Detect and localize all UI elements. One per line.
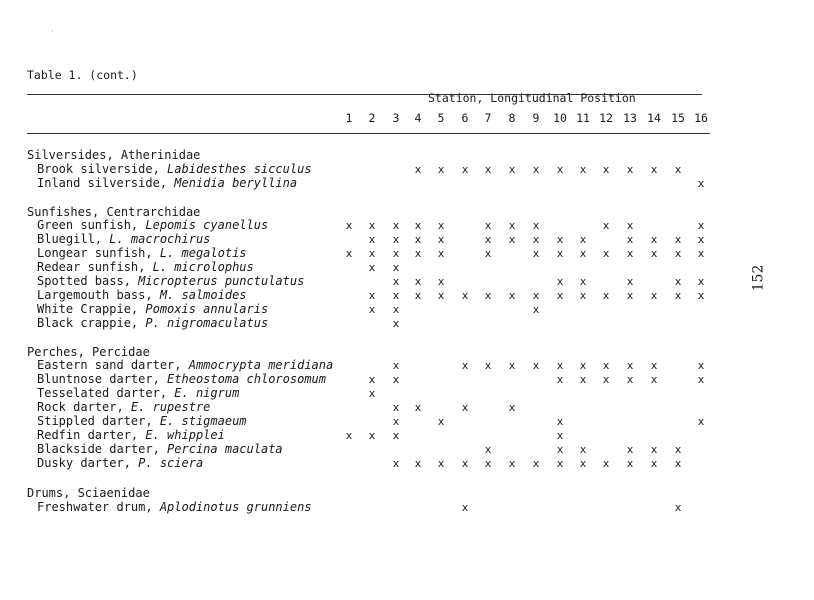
species-scientific-name: L. macrochirus bbox=[109, 232, 211, 246]
presence-mark-station-8: x bbox=[508, 233, 516, 246]
family-heading: Silversides, Atherinidae bbox=[27, 148, 201, 162]
species-scientific-name: Lepomis cyanellus bbox=[145, 218, 269, 232]
presence-mark-station-7: x bbox=[484, 233, 492, 246]
station-number-7: 7 bbox=[484, 111, 492, 125]
presence-mark-station-8: x bbox=[508, 289, 516, 302]
presence-mark-station-14: x bbox=[650, 163, 658, 176]
presence-mark-station-14: x bbox=[650, 457, 658, 470]
presence-mark-station-4: x bbox=[414, 275, 422, 288]
presence-mark-station-9: x bbox=[532, 233, 540, 246]
presence-mark-station-13: x bbox=[626, 233, 634, 246]
presence-mark-station-11: x bbox=[579, 457, 587, 470]
presence-mark-station-4: x bbox=[414, 219, 422, 232]
presence-mark-station-7: x bbox=[484, 163, 492, 176]
station-number-1: 1 bbox=[345, 111, 353, 125]
station-number-10: 10 bbox=[553, 111, 567, 125]
presence-mark-station-12: x bbox=[602, 359, 610, 372]
presence-mark-station-9: x bbox=[532, 247, 540, 260]
presence-mark-station-8: x bbox=[508, 219, 516, 232]
presence-mark-station-11: x bbox=[579, 359, 587, 372]
presence-mark-station-7: x bbox=[484, 457, 492, 470]
species-label bbox=[37, 246, 247, 260]
presence-mark-station-15: x bbox=[674, 247, 682, 260]
presence-mark-station-6: x bbox=[461, 359, 469, 372]
species-common-name: Bluegill, bbox=[37, 232, 110, 246]
presence-mark-station-3: x bbox=[392, 359, 400, 372]
presence-mark-station-10: x bbox=[556, 163, 564, 176]
presence-mark-station-10: x bbox=[556, 247, 564, 260]
presence-mark-station-16: x bbox=[697, 373, 705, 386]
presence-mark-station-15: x bbox=[674, 163, 682, 176]
station-number-4: 4 bbox=[414, 111, 422, 125]
station-number-14: 14 bbox=[647, 111, 661, 125]
presence-mark-station-15: x bbox=[674, 275, 682, 288]
presence-mark-station-5: x bbox=[437, 247, 445, 260]
presence-mark-station-4: x bbox=[414, 247, 422, 260]
presence-mark-station-11: x bbox=[579, 289, 587, 302]
presence-mark-station-6: x bbox=[461, 457, 469, 470]
species-common-name: Freshwater drum, bbox=[37, 500, 160, 514]
presence-mark-station-1: x bbox=[345, 429, 353, 442]
species-scientific-name: Etheostoma chlorosomum bbox=[167, 372, 326, 386]
station-number-11: 11 bbox=[576, 111, 590, 125]
species-label bbox=[37, 274, 304, 288]
species-scientific-name: L. megalotis bbox=[159, 246, 247, 260]
presence-mark-station-16: x bbox=[697, 289, 705, 302]
species-common-name: Redfin darter, bbox=[37, 428, 146, 442]
presence-mark-station-15: x bbox=[674, 443, 682, 456]
presence-mark-station-3: x bbox=[392, 233, 400, 246]
species-label bbox=[37, 358, 333, 372]
species-label bbox=[37, 162, 312, 176]
presence-mark-station-9: x bbox=[532, 163, 540, 176]
station-number-16: 16 bbox=[694, 111, 708, 125]
presence-mark-station-3: x bbox=[392, 373, 400, 386]
presence-mark-station-2: x bbox=[368, 289, 376, 302]
presence-mark-station-4: x bbox=[414, 457, 422, 470]
presence-mark-station-13: x bbox=[626, 443, 634, 456]
species-scientific-name: Percina maculata bbox=[167, 442, 283, 456]
presence-mark-station-15: x bbox=[674, 457, 682, 470]
presence-mark-station-10: x bbox=[556, 429, 564, 442]
presence-mark-station-10: x bbox=[556, 373, 564, 386]
station-column-header: Station, Longitudinal Position bbox=[428, 91, 636, 105]
presence-mark-station-8: x bbox=[508, 457, 516, 470]
presence-mark-station-7: x bbox=[484, 443, 492, 456]
presence-mark-station-5: x bbox=[437, 289, 445, 302]
station-number-5: 5 bbox=[437, 111, 445, 125]
presence-mark-station-7: x bbox=[484, 359, 492, 372]
presence-mark-station-3: x bbox=[392, 219, 400, 232]
presence-mark-station-14: x bbox=[650, 247, 658, 260]
presence-mark-station-16: x bbox=[697, 177, 705, 190]
presence-mark-station-2: x bbox=[368, 303, 376, 316]
species-label bbox=[37, 316, 268, 330]
species-label bbox=[37, 176, 297, 190]
station-number-9: 9 bbox=[532, 111, 540, 125]
station-number-13: 13 bbox=[623, 111, 637, 125]
presence-mark-station-12: x bbox=[602, 457, 610, 470]
species-scientific-name: P. sciera bbox=[138, 456, 204, 470]
presence-mark-station-12: x bbox=[602, 247, 610, 260]
species-common-name: Tesselated darter, bbox=[37, 386, 175, 400]
species-scientific-name: E. rupestre bbox=[130, 400, 211, 414]
species-label bbox=[37, 218, 268, 232]
presence-mark-station-4: x bbox=[414, 163, 422, 176]
presence-mark-station-10: x bbox=[556, 457, 564, 470]
presence-mark-station-13: x bbox=[626, 163, 634, 176]
presence-mark-station-4: x bbox=[414, 233, 422, 246]
presence-mark-station-15: x bbox=[674, 233, 682, 246]
presence-mark-station-3: x bbox=[392, 401, 400, 414]
presence-mark-station-13: x bbox=[626, 275, 634, 288]
species-label bbox=[37, 428, 225, 442]
species-label bbox=[37, 442, 283, 456]
presence-mark-station-5: x bbox=[437, 163, 445, 176]
species-label bbox=[37, 400, 210, 414]
presence-mark-station-16: x bbox=[697, 247, 705, 260]
presence-mark-station-7: x bbox=[484, 289, 492, 302]
presence-mark-station-10: x bbox=[556, 359, 564, 372]
species-common-name: Spotted bass, bbox=[37, 274, 139, 288]
presence-mark-station-13: x bbox=[626, 457, 634, 470]
presence-mark-station-10: x bbox=[556, 415, 564, 428]
presence-mark-station-4: x bbox=[414, 401, 422, 414]
presence-mark-station-3: x bbox=[392, 275, 400, 288]
presence-mark-station-13: x bbox=[626, 373, 634, 386]
presence-mark-station-12: x bbox=[602, 289, 610, 302]
species-label bbox=[37, 372, 326, 386]
species-common-name: White Crappie, bbox=[37, 302, 146, 316]
presence-mark-station-2: x bbox=[368, 261, 376, 274]
presence-mark-station-14: x bbox=[650, 289, 658, 302]
presence-mark-station-9: x bbox=[532, 303, 540, 316]
species-common-name: Redear sunfish, bbox=[37, 260, 153, 274]
presence-mark-station-11: x bbox=[579, 373, 587, 386]
species-scientific-name: Labidesthes sicculus bbox=[167, 162, 312, 176]
species-label bbox=[37, 260, 254, 274]
presence-mark-station-8: x bbox=[508, 163, 516, 176]
presence-mark-station-12: x bbox=[602, 219, 610, 232]
species-label bbox=[37, 500, 312, 514]
presence-mark-station-9: x bbox=[532, 289, 540, 302]
presence-mark-station-8: x bbox=[508, 401, 516, 414]
presence-mark-station-2: x bbox=[368, 387, 376, 400]
presence-mark-station-6: x bbox=[461, 401, 469, 414]
presence-mark-station-16: x bbox=[697, 233, 705, 246]
presence-mark-station-5: x bbox=[437, 275, 445, 288]
species-scientific-name: E. whipplei bbox=[145, 428, 225, 442]
presence-mark-station-2: x bbox=[368, 429, 376, 442]
station-number-2: 2 bbox=[368, 111, 376, 125]
species-label bbox=[37, 302, 268, 316]
species-common-name: Bluntnose darter, bbox=[37, 372, 168, 386]
presence-mark-station-3: x bbox=[392, 415, 400, 428]
species-common-name: Brook silverside, bbox=[37, 162, 168, 176]
presence-mark-station-3: x bbox=[392, 429, 400, 442]
presence-mark-station-10: x bbox=[556, 443, 564, 456]
presence-mark-station-2: x bbox=[368, 219, 376, 232]
presence-mark-station-3: x bbox=[392, 289, 400, 302]
species-common-name: Largemouth bass, bbox=[37, 288, 160, 302]
presence-mark-station-15: x bbox=[674, 289, 682, 302]
presence-mark-station-12: x bbox=[602, 163, 610, 176]
family-heading: Perches, Percidae bbox=[27, 345, 150, 359]
species-common-name: Eastern sand darter, bbox=[37, 358, 189, 372]
station-number-15: 15 bbox=[671, 111, 685, 125]
species-scientific-name: M. salmoides bbox=[159, 288, 247, 302]
presence-mark-station-5: x bbox=[437, 457, 445, 470]
presence-mark-station-9: x bbox=[532, 219, 540, 232]
presence-mark-station-11: x bbox=[579, 247, 587, 260]
species-scientific-name: Ammocrypta meridiana bbox=[188, 358, 334, 372]
species-scientific-name: Pomoxis annularis bbox=[145, 302, 269, 316]
presence-mark-station-13: x bbox=[626, 289, 634, 302]
header-bottom-rule bbox=[27, 133, 710, 134]
station-number-3: 3 bbox=[392, 111, 400, 125]
presence-mark-station-14: x bbox=[650, 373, 658, 386]
presence-mark-station-13: x bbox=[626, 219, 634, 232]
presence-mark-station-16: x bbox=[697, 415, 705, 428]
presence-mark-station-9: x bbox=[532, 457, 540, 470]
station-number-8: 8 bbox=[508, 111, 516, 125]
presence-mark-station-1: x bbox=[345, 247, 353, 260]
presence-mark-station-16: x bbox=[697, 359, 705, 372]
species-scientific-name: Menidia beryllina bbox=[174, 176, 298, 190]
scan-speck bbox=[52, 30, 53, 31]
presence-mark-station-5: x bbox=[437, 219, 445, 232]
presence-mark-station-14: x bbox=[650, 359, 658, 372]
species-common-name: Dusky darter, bbox=[37, 456, 139, 470]
species-scientific-name: L. microlophus bbox=[152, 260, 254, 274]
species-label bbox=[37, 456, 203, 470]
presence-mark-station-5: x bbox=[437, 233, 445, 246]
presence-mark-station-15: x bbox=[674, 501, 682, 514]
station-number-12: 12 bbox=[599, 111, 613, 125]
presence-mark-station-7: x bbox=[484, 219, 492, 232]
presence-mark-station-2: x bbox=[368, 373, 376, 386]
species-scientific-name: Micropterus punctulatus bbox=[138, 274, 305, 288]
species-common-name: Green sunfish, bbox=[37, 218, 146, 232]
presence-mark-station-16: x bbox=[697, 275, 705, 288]
presence-mark-station-6: x bbox=[461, 501, 469, 514]
presence-mark-station-2: x bbox=[368, 233, 376, 246]
presence-mark-station-11: x bbox=[579, 443, 587, 456]
presence-mark-station-2: x bbox=[368, 247, 376, 260]
species-common-name: Stippled darter, bbox=[37, 414, 160, 428]
presence-mark-station-10: x bbox=[556, 233, 564, 246]
species-scientific-name: Aplodinotus grunniens bbox=[159, 500, 312, 514]
presence-mark-station-5: x bbox=[437, 415, 445, 428]
species-label bbox=[37, 288, 247, 302]
presence-mark-station-11: x bbox=[579, 163, 587, 176]
species-common-name: Longear sunfish, bbox=[37, 246, 160, 260]
species-scientific-name: E. nigrum bbox=[174, 386, 240, 400]
presence-mark-station-6: x bbox=[461, 289, 469, 302]
presence-mark-station-3: x bbox=[392, 303, 400, 316]
presence-mark-station-10: x bbox=[556, 275, 564, 288]
presence-mark-station-16: x bbox=[697, 219, 705, 232]
family-heading: Drums, Sciaenidae bbox=[27, 486, 150, 500]
species-scientific-name: E. stigmaeum bbox=[159, 414, 247, 428]
species-common-name: Black crappie, bbox=[37, 316, 146, 330]
presence-mark-station-13: x bbox=[626, 247, 634, 260]
species-common-name: Inland silverside, bbox=[37, 176, 175, 190]
species-common-name: Rock darter, bbox=[37, 400, 131, 414]
presence-mark-station-3: x bbox=[392, 261, 400, 274]
presence-mark-station-7: x bbox=[484, 247, 492, 260]
presence-mark-station-4: x bbox=[414, 289, 422, 302]
presence-mark-station-14: x bbox=[650, 443, 658, 456]
species-label bbox=[37, 414, 247, 428]
presence-mark-station-3: x bbox=[392, 247, 400, 260]
presence-mark-station-1: x bbox=[345, 219, 353, 232]
presence-mark-station-10: x bbox=[556, 289, 564, 302]
presence-mark-station-13: x bbox=[626, 359, 634, 372]
page-number: 152 bbox=[750, 264, 767, 292]
presence-mark-station-14: x bbox=[650, 233, 658, 246]
presence-mark-station-6: x bbox=[461, 163, 469, 176]
family-heading: Sunfishes, Centrarchidae bbox=[27, 205, 201, 219]
station-number-6: 6 bbox=[461, 111, 469, 125]
species-scientific-name: P. nigromaculatus bbox=[145, 316, 269, 330]
species-label bbox=[37, 232, 210, 246]
presence-mark-station-3: x bbox=[392, 457, 400, 470]
species-common-name: Blackside darter, bbox=[37, 442, 168, 456]
presence-mark-station-3: x bbox=[392, 317, 400, 330]
presence-mark-station-8: x bbox=[508, 359, 516, 372]
presence-mark-station-12: x bbox=[602, 373, 610, 386]
presence-mark-station-11: x bbox=[579, 275, 587, 288]
presence-mark-station-11: x bbox=[579, 233, 587, 246]
presence-mark-station-9: x bbox=[532, 359, 540, 372]
species-label bbox=[37, 386, 239, 400]
table-caption: Table 1. (cont.) bbox=[27, 68, 138, 82]
